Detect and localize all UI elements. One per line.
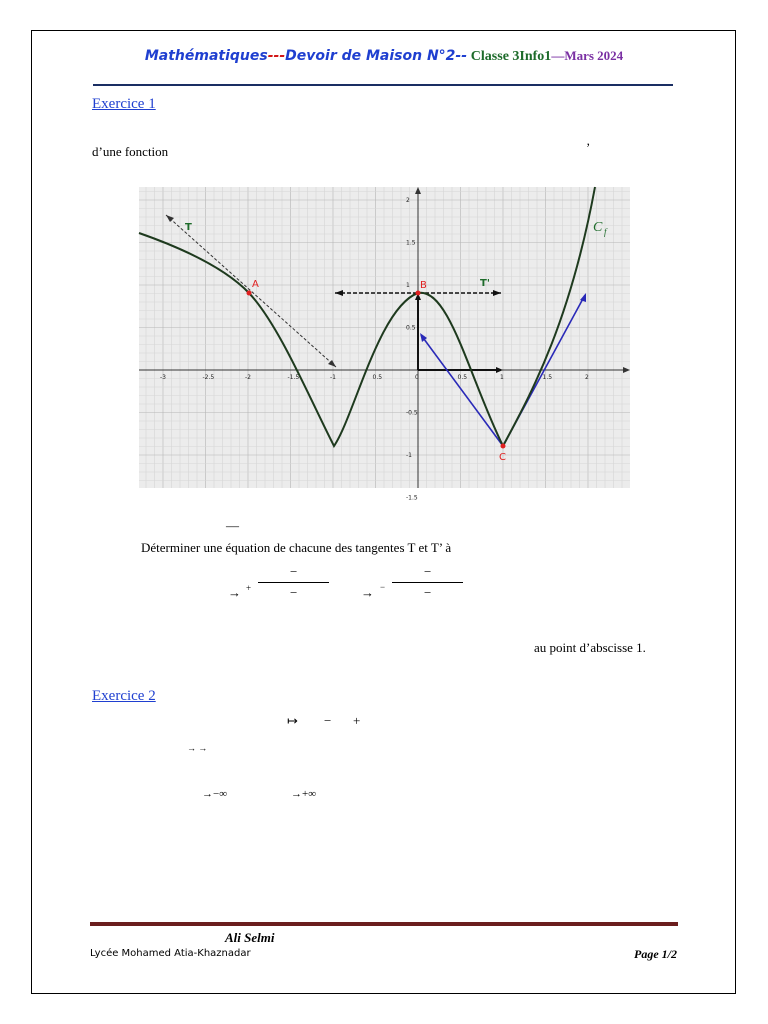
limit-right-arrow: →	[361, 585, 374, 600]
header-subject: Mathématiques	[144, 48, 268, 64]
footer-page-number: Page 1/2	[634, 947, 677, 961]
ex2-minus: −	[324, 713, 332, 728]
limit-left-op: +	[246, 583, 252, 593]
frac-right-numerator: −	[424, 564, 432, 579]
exercice2-title: Exercice 2	[92, 688, 156, 704]
ex2-limit-minus-inf: →−∞	[202, 788, 228, 800]
ex2-vector-arrows: → →	[187, 743, 208, 753]
label-A: A	[252, 279, 259, 290]
frac-left-bar	[258, 582, 329, 583]
header-dashes: ---	[267, 48, 286, 64]
page-frame	[31, 30, 736, 994]
x-tick-label: -1.5	[287, 374, 300, 381]
label-Cf-sub: f	[604, 227, 607, 237]
x-tick-label: -2	[245, 374, 251, 381]
point-B	[416, 291, 421, 296]
page-header	[0, 48, 768, 65]
ex2-limit-plus-inf: →+∞	[291, 788, 317, 800]
header-title: Devoir de Maison N°2--	[285, 48, 468, 64]
exercice1-line1: d’une fonction	[92, 144, 169, 159]
x-tick-label: 0	[415, 374, 419, 381]
y-tick-label: -1	[406, 452, 412, 459]
x-tick-label: -3	[160, 374, 166, 381]
x-tick-label: 1.5	[542, 374, 553, 381]
frac-left-denominator: −	[290, 585, 298, 600]
y-tick-label: -0.5	[406, 409, 418, 417]
y-tick-label: 2	[406, 197, 410, 204]
label-C: C	[499, 452, 506, 463]
y-tick-label: 1	[406, 282, 410, 289]
label-Tprime: T'	[480, 278, 490, 289]
frac-right-bar	[392, 582, 463, 583]
header-divider	[93, 84, 673, 86]
label-Cf: C	[593, 220, 603, 235]
label-B: B	[420, 280, 427, 291]
exercice1-title: Exercice 1	[92, 96, 156, 112]
x-tick-label: -1	[330, 374, 336, 381]
x-tick-label: -2.5	[202, 374, 215, 381]
limit-left-arrow: →	[228, 585, 241, 600]
graph-background	[139, 187, 630, 488]
point-abscissa-text: au point d’abscisse 1.	[534, 640, 646, 655]
function-graph	[139, 187, 630, 502]
dash-mark: —	[226, 518, 239, 533]
limit-right-op: −	[380, 582, 386, 592]
y-tick-label: 1.5	[406, 239, 416, 247]
y-tick-label: 0.5	[406, 324, 416, 332]
footer-author: Ali Selmi	[225, 930, 275, 945]
x-tick-label: 0.5	[372, 374, 383, 381]
frac-left-numerator: −	[290, 564, 298, 579]
header-date: —Mars 2024	[551, 48, 624, 63]
exercice1-comma: ’	[586, 140, 591, 155]
ex2-maps-symbol: ↦	[287, 713, 298, 728]
x-tick-label: 1	[500, 374, 504, 381]
tangent-question: Déterminer une équation de chacune des tangentes T et T’ à	[141, 540, 452, 555]
point-C	[501, 444, 506, 449]
header-classe: Classe 3Info1	[470, 49, 552, 64]
point-A	[247, 291, 252, 296]
frac-right-denominator: −	[424, 585, 432, 600]
footer-divider	[90, 922, 678, 926]
x-tick-label: 0.5	[457, 374, 468, 381]
label-T: T	[185, 222, 192, 233]
ex2-plus: +	[353, 713, 361, 728]
footer-school: Lycée Mohamed Atia-Khaznadar	[90, 948, 251, 959]
y-tick-label: -1.5	[406, 494, 418, 502]
x-tick-label: 2	[585, 374, 589, 381]
